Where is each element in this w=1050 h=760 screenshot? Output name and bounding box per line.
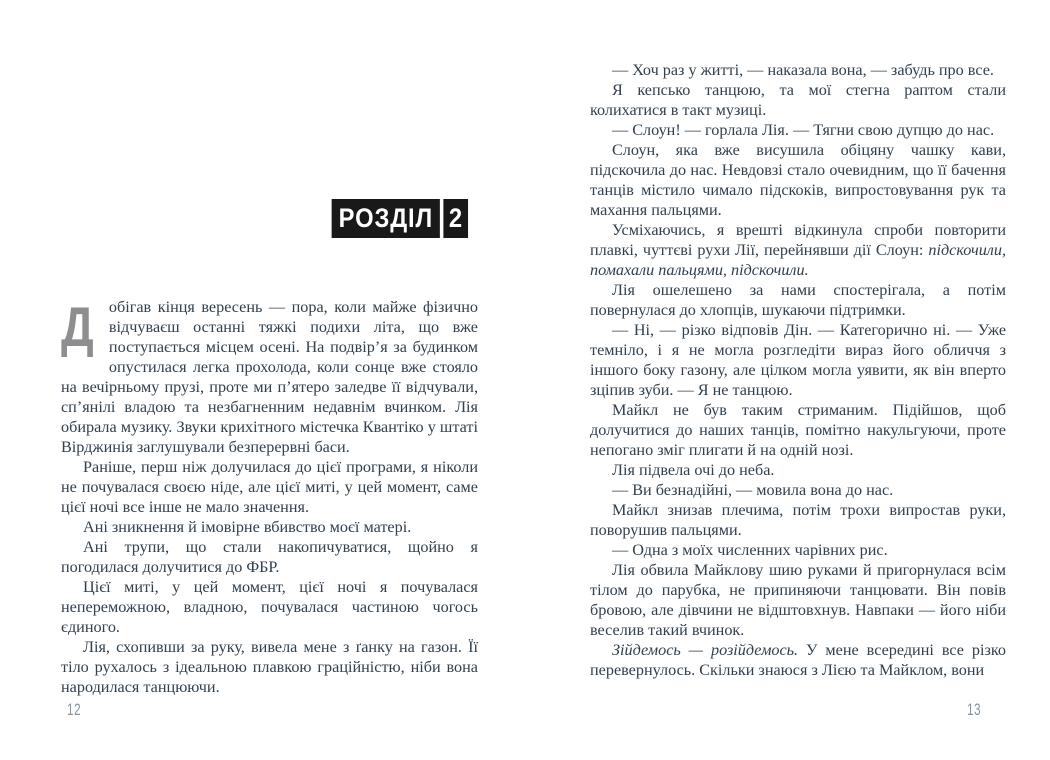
paragraph [61, 457, 478, 517]
page-number-right: 13 [967, 700, 981, 719]
text-segment: обігав кінця вересень — пора, коли майже фізично відчуваєш останні тяжкі подихи літа, що вже поступається місцем осені. На подвір’я за будинком опустилася легка прохолода, коли сонце вже стояло на вечірньому прузі, проте ми п’ятеро заледве її відчували, сп’янілі владою та незбагненним недавнім вчинком. Лія обирала музику. Звуки крихітного містечка Квантіко у штаті Вірджинія заглушували безперервні баси. [61, 298, 478, 456]
text-segment: Ані трупи, що стали накопичуватися, щойно я погодилася долучитися до ФБР. [61, 538, 478, 576]
text-segment: У мене всередині все різко перевернулось. Скільки знаюся з Лією та Майклом, вони [590, 641, 1006, 679]
text-segment: — Ви безнадійні, — мовила вона до нас. [612, 481, 894, 499]
paragraph [590, 480, 1006, 500]
paragraph [590, 640, 1006, 680]
text-segment: Майкл не був таким стриманим. Підійшов, щоб долучитися до наших танців, помітно накульгуючи, проте непогано зміг плигати й на одній нозі. [590, 401, 1006, 459]
chapter-number: 2 [443, 199, 468, 238]
paragraph [590, 500, 1006, 540]
text-segment: — Хоч раз у житті, — наказала вона, — забудь про все. [612, 61, 994, 79]
paragraph [590, 320, 1006, 400]
paragraph [590, 280, 1006, 320]
paragraph [590, 220, 1006, 280]
page-right [590, 0, 1006, 760]
text-segment: Ані зникнення й імовірне вбивство моєї матері. [83, 518, 412, 536]
paragraph [590, 540, 1006, 560]
paragraph [590, 80, 1006, 120]
text-segment: Лія, схопивши за руку, вивела мене з ґанку на газон. Її тіло рухалось з ідеальною плавкою граційністю, ніби вона народилася танцюючи. [61, 638, 478, 696]
paragraph [590, 120, 1006, 140]
text-segment: — Слоун! — горлала Лія. — Тягни свою дупцю до нас. [612, 121, 995, 139]
italic-text-segment: підскочили, помахали пальцями, підскочили. [590, 241, 1006, 279]
paragraph [590, 560, 1006, 640]
text-segment: Лія обвила Майклову шию руками й пригорнулася всім тілом до парубка, не припиняючи танцювати. Він повів бровою, але дівчини не відштовхнув. Навпаки — його ніби веселив такий вчинок. [590, 561, 1006, 639]
text-segment: Раніше, перш ніж долучилася до цієї програми, я ніколи не почувалася своєю ніде, але цієї миті, у цей момент, саме цієї ночі все інше не мало значення. [61, 458, 478, 516]
paragraph [61, 537, 478, 577]
paragraph [61, 637, 478, 697]
text-segment: Усміхаючись, я врешті відкинула спроби повторити плавкі, чуттєві рухи Лії, перейнявши дії Слоун: [590, 221, 1006, 259]
page-left-body [61, 297, 478, 697]
page-left [61, 0, 478, 760]
text-segment: Цієї миті, у цей момент, цієї ночі я почувалася непереможною, владною, почувалася частиною чогось єдиного. [61, 578, 478, 636]
text-segment: Лія підвела очі до неба. [612, 461, 775, 479]
paragraph [590, 140, 1006, 220]
paragraph [61, 577, 478, 637]
text-segment: — Ні, — різко відповів Дін. — Категорично ні. — Уже темніло, і я не могла розгледіти вираз його обличчя з іншого боку газону, але цілком могла уявити, як він вперто зціпив зуби. — Я не танцюю. [590, 321, 1006, 399]
paragraph [590, 460, 1006, 480]
drop-cap: Д [61, 295, 94, 358]
text-segment: Лія ошелешено за нами спостерігала, а потім повернулася до хлопців, шукаючи підтримки. [590, 281, 1006, 319]
chapter-heading [331, 199, 468, 238]
paragraph [590, 60, 1006, 80]
text-segment: Майкл знизав плечима, потім трохи випростав руки, поворушив пальцями. [590, 501, 1006, 539]
paragraph [590, 400, 1006, 460]
page-number-left: 12 [67, 700, 81, 719]
paragraph [61, 517, 478, 537]
chapter-title: РОЗДІЛ [331, 199, 439, 238]
page-right-body [590, 60, 1006, 680]
text-segment: Слоун, яка вже висушила обіцяну чашку кави, підскочила до нас. Невдовзі стало очевидним, що її бачення танців містило чимало підскоків, випростовування рук та махання пальцями. [590, 141, 1006, 219]
italic-text-segment: Зійдемось — розійдемось. [612, 641, 799, 659]
text-segment: — Одна з моїх численних чарівних рис. [612, 541, 888, 559]
paragraph [61, 297, 478, 457]
text-segment: Я кепсько танцюю, та мої стегна раптом стали колихатися в такт музиці. [590, 81, 1006, 119]
